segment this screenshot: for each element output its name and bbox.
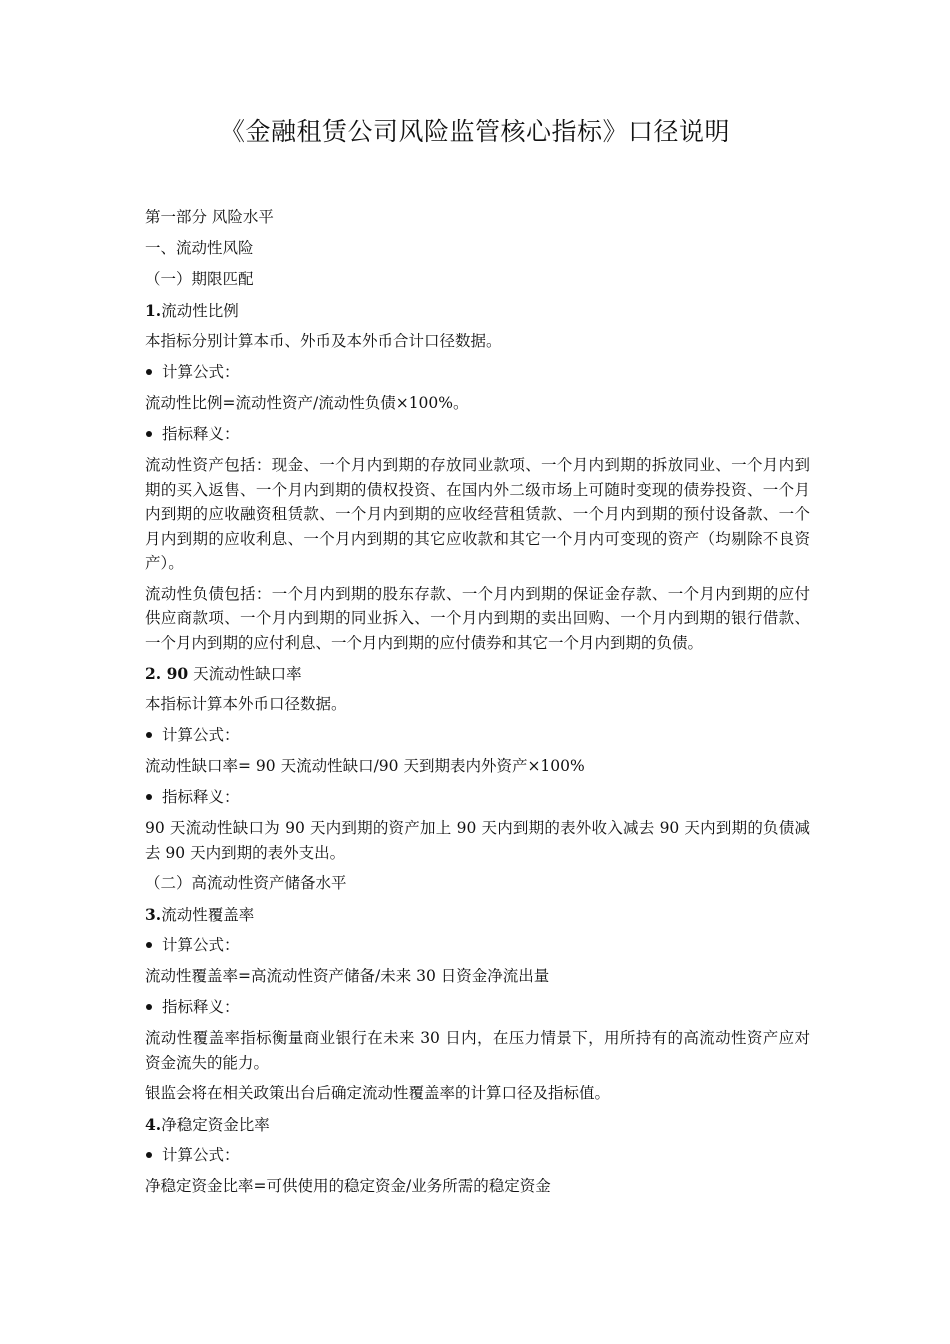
item-title: 天流动性缺口率 xyxy=(188,665,302,683)
scope-text: 本指标计算本外币口径数据。 xyxy=(145,695,347,713)
part-heading: 第一部分 风险水平 xyxy=(145,208,274,226)
section-heading: 一、流动性风险 xyxy=(145,239,254,257)
formula-text: 流动性缺口率= 90 天流动性缺口/90 天到期表内外资产×100% xyxy=(145,757,585,775)
item-heading-liquidity-coverage-ratio xyxy=(145,899,810,930)
definition-paragraph: 流动性负债包括：一个月内到期的股东存款、一个月内到期的保证金存款、一个月内到期的应付供应商款项、一个月内到期的同业拆入、一个月内到期的卖出回购、一个月内到期的银行借款、一个月内到期的应付利息、一个月内到期的应付债券和其它一个月内到期的负债。 xyxy=(145,584,810,652)
formula-label xyxy=(145,357,810,388)
item-heading-net-stable-funding-ratio xyxy=(145,1109,810,1140)
definition-label xyxy=(145,992,810,1023)
definition-paragraph: 流动性资产包括：现金、一个月内到期的存放同业款项、一个月内到期的拆放同业、一个月内到期的买入返售、一个月内到期的债权投资、在国内外二级市场上可随时变现的债券投资、一个月内到期的应收融资租赁款、一个月内到期的应收经营租赁款、一个月内到期的预付设备款、一个月内到期的应收利息、一个月内到期的其它应收款和其它一个月内可变现的资产（均剔除不良资产）。 xyxy=(145,456,810,572)
bullet-icon xyxy=(146,1152,152,1158)
formula-label-text: 计算公式： xyxy=(162,726,240,744)
document-body xyxy=(145,202,810,1202)
item-number: 3. xyxy=(145,905,162,924)
formula-text: 流动性比例=流动性资产/流动性负债×100%。 xyxy=(145,394,469,412)
definition-paragraph: 银监会将在相关政策出台后确定流动性覆盖率的计算口径及指标值。 xyxy=(145,1084,611,1102)
subsection-heading: （二）高流动性资产储备水平 xyxy=(145,874,347,892)
formula-text: 流动性覆盖率=高流动性资产储备/未来 30 日资金净流出量 xyxy=(145,967,550,985)
definition-label-text: 指标释义： xyxy=(162,425,240,443)
item-number: 1. xyxy=(145,301,162,320)
bullet-icon xyxy=(146,732,152,738)
item-heading-90day-gap-ratio xyxy=(145,658,810,689)
item-number: 2. 90 xyxy=(145,664,189,683)
definition-label xyxy=(145,419,810,450)
formula-label xyxy=(145,1140,810,1171)
item-title: 流动性比例 xyxy=(161,302,239,320)
item-title: 流动性覆盖率 xyxy=(161,906,255,924)
bullet-icon xyxy=(146,1004,152,1010)
definition-label-text: 指标释义： xyxy=(162,998,240,1016)
formula-label-text: 计算公式： xyxy=(162,936,240,954)
bullet-icon xyxy=(146,431,152,437)
definition-label-text: 指标释义： xyxy=(162,788,240,806)
item-number: 4. xyxy=(145,1115,162,1134)
subsection-heading: （一）期限匹配 xyxy=(145,270,254,288)
definition-paragraph: 90 天流动性缺口为 90 天内到期的资产加上 90 天内到期的表外收入减去 90 天内到期的负债减去 90 天内到期的表外支出。 xyxy=(145,819,810,862)
formula-label-text: 计算公式： xyxy=(162,1146,240,1164)
formula-label xyxy=(145,930,810,961)
definition-label xyxy=(145,782,810,813)
formula-label-text: 计算公式： xyxy=(162,363,240,381)
item-heading-liquidity-ratio xyxy=(145,295,810,326)
document-title: 《金融租赁公司风险监管核心指标》口径说明 xyxy=(219,117,730,146)
item-title: 净稳定资金比率 xyxy=(161,1116,270,1134)
bullet-icon xyxy=(146,942,152,948)
formula-text: 净稳定资金比率=可供使用的稳定资金/业务所需的稳定资金 xyxy=(145,1177,551,1195)
formula-label xyxy=(145,720,810,751)
bullet-icon xyxy=(146,794,152,800)
bullet-icon xyxy=(146,369,152,375)
scope-text: 本指标分别计算本币、外币及本外币合计口径数据。 xyxy=(145,332,502,350)
definition-paragraph: 流动性覆盖率指标衡量商业银行在未来 30 日内，在压力情景下，用所持有的高流动性资产应对资金流失的能力。 xyxy=(145,1029,810,1072)
